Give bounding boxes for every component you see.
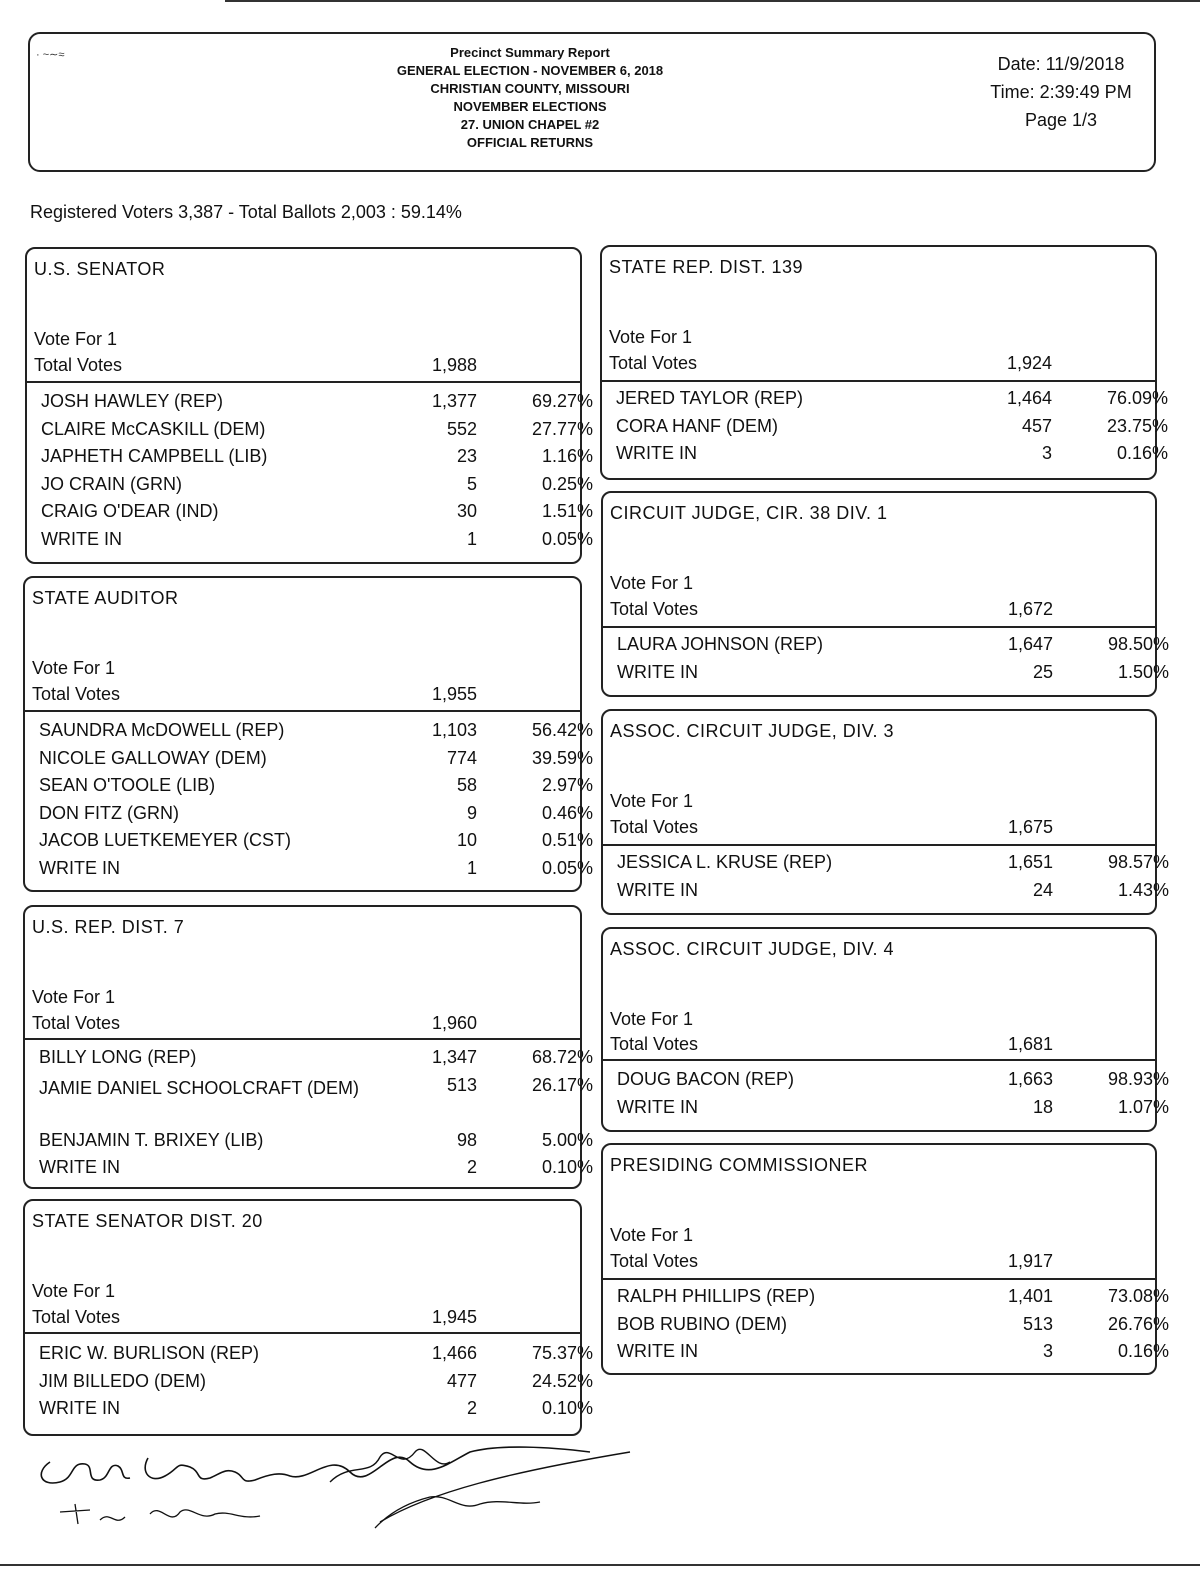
candidate-list [603, 1069, 1169, 1124]
candidate-row [602, 388, 1168, 416]
candidate-row [603, 852, 1169, 880]
candidate-row [27, 446, 593, 474]
race-box [23, 905, 593, 1189]
candidate-votes: 1,663 [1007, 1069, 1053, 1089]
candidate-name: WRITE IN [39, 1157, 120, 1177]
candidate-percent: 0.05% [541, 857, 593, 878]
candidate-row [603, 1286, 1169, 1314]
header-line-county: CHRISTIAN COUNTY, MISSOURI [430, 81, 630, 96]
candidate-name: WRITE IN [617, 1341, 698, 1361]
vote-for-label: Vote For 1 [32, 1281, 116, 1301]
registered-voters-summary: Registered Voters 3,387 - Total Ballots 2,003 : 59.14% [30, 202, 462, 222]
candidate-name: BILLY LONG (REP) [39, 1047, 197, 1067]
bottom-rule [0, 1564, 1200, 1566]
candidate-votes: 1 [466, 857, 477, 878]
candidate-percent: 1.16% [541, 446, 593, 466]
vote-for-label: Vote For 1 [32, 658, 116, 678]
header-meta [976, 50, 1146, 134]
header-line-returns: OFFICIAL RETURNS [466, 135, 594, 150]
candidate-votes: 552 [446, 418, 477, 439]
candidate-row [25, 1398, 593, 1426]
candidate-percent: 39.59% [531, 747, 593, 768]
candidate-row [603, 634, 1169, 662]
candidate-row [25, 802, 593, 831]
candidate-percent: 76.09% [1106, 388, 1168, 408]
candidate-name: JAMIE DANIEL SCHOOLCRAFT (DEM) [39, 1077, 360, 1098]
candidate-percent: 0.05% [541, 528, 593, 549]
candidate-name: WRITE IN [617, 879, 698, 900]
candidate-row [25, 747, 593, 776]
candidate-name: JAPHETH CAMPBELL (LIB) [41, 446, 268, 466]
candidate-votes: 9 [466, 802, 477, 823]
total-votes-label: Total Votes [32, 684, 121, 704]
candidate-row [25, 830, 593, 858]
candidate-votes: 513 [446, 1074, 477, 1095]
candidate-name: WRITE IN [617, 1096, 698, 1117]
candidate-list [25, 1047, 593, 1185]
candidate-votes: 477 [446, 1370, 477, 1391]
total-votes-label: Total Votes [610, 1034, 699, 1054]
candidate-percent: 0.10% [541, 1398, 593, 1418]
candidate-row [602, 415, 1168, 444]
candidate-votes: 774 [446, 747, 477, 768]
candidate-row [602, 443, 1168, 471]
candidate-name: ERIC W. BURLISON (REP) [39, 1343, 260, 1363]
candidate-percent: 69.27% [531, 391, 593, 411]
candidate-percent: 0.10% [541, 1157, 593, 1177]
candidate-row [603, 879, 1169, 908]
candidate-votes: 24 [1032, 879, 1053, 900]
race-title: STATE SENATOR DIST. 20 [32, 1211, 263, 1231]
candidate-name: SEAN O'TOOLE (LIB) [39, 775, 216, 795]
total-votes-value: 1,988 [431, 355, 477, 375]
candidate-percent: 1.50% [1117, 661, 1169, 682]
vote-for-label: Vote For 1 [32, 987, 116, 1007]
candidate-list [603, 1286, 1169, 1369]
candidate-row [25, 1157, 593, 1185]
candidate-name: JOSH HAWLEY (REP) [41, 391, 224, 411]
candidate-row [25, 1074, 593, 1130]
race-divider [25, 1332, 580, 1334]
total-votes-value: 1,955 [431, 684, 477, 704]
race-title: STATE AUDITOR [32, 588, 179, 608]
total-votes-label: Total Votes [610, 817, 699, 837]
candidate-percent: 68.72% [531, 1047, 593, 1067]
candidate-list [27, 391, 593, 556]
candidate-name: WRITE IN [41, 528, 122, 549]
total-votes-value: 1,960 [431, 1013, 477, 1033]
race-box [23, 1199, 593, 1436]
race-title: STATE REP. DIST. 139 [609, 257, 804, 277]
vote-for-label: Vote For 1 [610, 1225, 694, 1245]
candidate-percent: 98.93% [1107, 1069, 1169, 1089]
header-line-elections: NOVEMBER ELECTIONS [453, 99, 607, 114]
race-box [601, 709, 1169, 915]
candidate-votes: 1,401 [1007, 1286, 1053, 1306]
race-box [601, 927, 1169, 1132]
total-votes-value: 1,681 [1007, 1034, 1053, 1054]
candidate-row [603, 661, 1169, 690]
candidate-name: CORA HANF (DEM) [616, 415, 778, 436]
report-title: Precinct Summary Report [450, 45, 610, 60]
candidate-percent: 5.00% [541, 1129, 593, 1150]
candidate-row [603, 1069, 1169, 1097]
candidate-row [25, 1343, 593, 1371]
vote-for-label: Vote For 1 [610, 1009, 694, 1029]
candidate-name: BOB RUBINO (DEM) [617, 1313, 788, 1334]
candidate-name: LAURA JOHNSON (REP) [617, 634, 824, 654]
candidate-percent: 1.51% [541, 501, 593, 521]
report-header [28, 32, 1156, 172]
total-votes-label: Total Votes [610, 599, 699, 619]
signature [30, 1432, 670, 1542]
candidate-name: SAUNDRA McDOWELL (REP) [39, 720, 285, 740]
candidate-percent: 0.51% [541, 830, 593, 850]
candidate-row [603, 1313, 1169, 1342]
candidate-votes: 1,651 [1007, 852, 1053, 872]
candidate-row [25, 720, 593, 748]
candidate-name: WRITE IN [617, 661, 698, 682]
candidate-votes: 18 [1032, 1096, 1053, 1117]
candidate-votes: 1,347 [431, 1047, 477, 1067]
candidate-row [27, 473, 593, 502]
race-divider [603, 626, 1155, 628]
candidate-votes: 513 [1022, 1313, 1053, 1334]
candidate-votes: 2 [466, 1398, 477, 1418]
vote-for-label: Vote For 1 [609, 327, 693, 347]
candidate-row [25, 1370, 593, 1399]
candidate-row [27, 391, 593, 419]
vote-for-label: Vote For 1 [34, 329, 118, 349]
total-votes-value: 1,675 [1007, 817, 1053, 837]
candidate-name: RALPH PHILLIPS (REP) [617, 1286, 816, 1306]
candidate-votes: 1,466 [431, 1343, 477, 1363]
race-title: ASSOC. CIRCUIT JUDGE, DIV. 3 [610, 721, 895, 741]
race-divider [603, 844, 1155, 846]
candidate-votes: 30 [456, 501, 477, 521]
candidate-percent: 98.50% [1107, 634, 1169, 654]
candidate-list [25, 1343, 593, 1426]
race-box [23, 576, 593, 892]
candidate-percent: 73.08% [1107, 1286, 1169, 1306]
candidate-votes: 2 [466, 1157, 477, 1177]
candidate-list [603, 852, 1169, 907]
candidate-votes: 98 [456, 1129, 477, 1150]
candidate-row [27, 501, 593, 529]
race-divider [602, 380, 1155, 382]
race-divider [25, 1038, 580, 1040]
candidate-votes: 457 [1021, 415, 1052, 436]
race-divider [603, 1278, 1155, 1280]
candidate-name: DOUG BACON (REP) [617, 1069, 795, 1089]
candidate-votes: 3 [1041, 443, 1052, 463]
total-votes-label: Total Votes [34, 355, 123, 375]
candidate-percent: 0.46% [541, 802, 593, 823]
total-votes-label: Total Votes [32, 1013, 121, 1033]
candidate-row [27, 528, 593, 557]
page-number: Page 1/3 [1024, 110, 1098, 130]
race-box [600, 245, 1168, 480]
candidate-percent: 0.16% [1117, 1341, 1169, 1361]
race-title: U.S. SENATOR [34, 259, 166, 279]
candidate-name: DON FITZ (GRN) [39, 802, 179, 823]
header-line-election: GENERAL ELECTION - NOVEMBER 6, 2018 [396, 63, 664, 78]
candidate-percent: 24.52% [531, 1370, 593, 1391]
header-line-precinct: 27. UNION CHAPEL #2 [460, 117, 600, 132]
candidate-percent: 26.17% [531, 1074, 593, 1095]
candidate-percent: 23.75% [1106, 415, 1168, 436]
candidate-name: CRAIG O'DEAR (IND) [41, 501, 219, 521]
candidate-name: JO CRAIN (GRN) [41, 473, 182, 494]
candidate-row [25, 857, 593, 886]
candidate-percent: 98.57% [1107, 852, 1169, 872]
candidate-name: BENJAMIN T. BRIXEY (LIB) [39, 1129, 264, 1150]
candidate-row [25, 1047, 593, 1075]
candidate-votes: 23 [456, 446, 477, 466]
candidate-name: WRITE IN [616, 443, 697, 463]
candidate-percent: 0.25% [541, 473, 593, 494]
candidate-name: WRITE IN [39, 1398, 120, 1418]
candidate-votes: 5 [466, 473, 477, 494]
total-votes-value: 1,672 [1007, 599, 1053, 619]
candidate-percent: 56.42% [531, 720, 593, 740]
candidate-row [603, 1096, 1169, 1125]
candidate-name: CLAIRE McCASKILL (DEM) [41, 418, 266, 439]
race-title: ASSOC. CIRCUIT JUDGE, DIV. 4 [610, 939, 895, 959]
candidate-votes: 58 [456, 775, 477, 795]
total-votes-value: 1,924 [1006, 353, 1052, 373]
candidate-votes: 25 [1032, 661, 1053, 682]
race-box [601, 491, 1169, 697]
candidate-row [603, 1341, 1169, 1369]
candidate-votes: 1,464 [1006, 388, 1052, 408]
candidate-percent: 1.07% [1117, 1096, 1169, 1117]
candidate-list [25, 720, 593, 885]
candidate-percent: 2.97% [541, 775, 593, 795]
vote-for-label: Vote For 1 [610, 791, 694, 811]
top-rule [225, 0, 1200, 2]
race-box [25, 247, 593, 564]
race-divider [27, 381, 580, 383]
candidate-name: JESSICA L. KRUSE (REP) [617, 852, 833, 872]
total-votes-label: Total Votes [610, 1251, 699, 1271]
candidate-name: JACOB LUETKEMEYER (CST) [39, 830, 292, 850]
race-title: U.S. REP. DIST. 7 [32, 917, 185, 937]
candidate-percent: 75.37% [531, 1343, 593, 1363]
race-divider [25, 710, 580, 712]
total-votes-value: 1,917 [1007, 1251, 1053, 1271]
race-box [601, 1143, 1169, 1375]
report-date: Date: 11/9/2018 [997, 54, 1125, 74]
candidate-votes: 1,377 [431, 391, 477, 411]
candidate-percent: 26.76% [1107, 1313, 1169, 1334]
candidate-row [25, 775, 593, 803]
candidate-votes: 1,103 [431, 720, 477, 740]
header-mark: · ~∼≈ [36, 49, 65, 61]
candidate-list [602, 388, 1168, 471]
candidate-percent: 0.16% [1116, 443, 1168, 463]
total-votes-label: Total Votes [609, 353, 698, 373]
candidate-votes: 3 [1042, 1341, 1053, 1361]
race-title: CIRCUIT JUDGE, CIR. 38 DIV. 1 [610, 503, 888, 523]
candidate-name: JERED TAYLOR (REP) [616, 388, 804, 408]
candidate-name: JIM BILLEDO (DEM) [39, 1370, 207, 1391]
candidate-row [27, 418, 593, 447]
header-center [330, 44, 730, 152]
candidate-votes: 10 [456, 830, 477, 850]
total-votes-label: Total Votes [32, 1307, 121, 1327]
candidate-votes: 1,647 [1007, 634, 1053, 654]
candidate-votes: 1 [466, 528, 477, 549]
candidate-percent: 27.77% [531, 418, 593, 439]
race-title: PRESIDING COMMISSIONER [610, 1155, 869, 1175]
race-divider [603, 1059, 1155, 1061]
candidate-name: WRITE IN [39, 857, 120, 878]
candidate-list [603, 634, 1169, 689]
vote-for-label: Vote For 1 [610, 573, 694, 593]
candidate-name: NICOLE GALLOWAY (DEM) [39, 747, 267, 768]
candidate-percent: 1.43% [1117, 879, 1169, 900]
total-votes-value: 1,945 [431, 1307, 477, 1327]
candidate-row [25, 1129, 593, 1158]
report-time: Time: 2:39:49 PM [990, 82, 1132, 102]
